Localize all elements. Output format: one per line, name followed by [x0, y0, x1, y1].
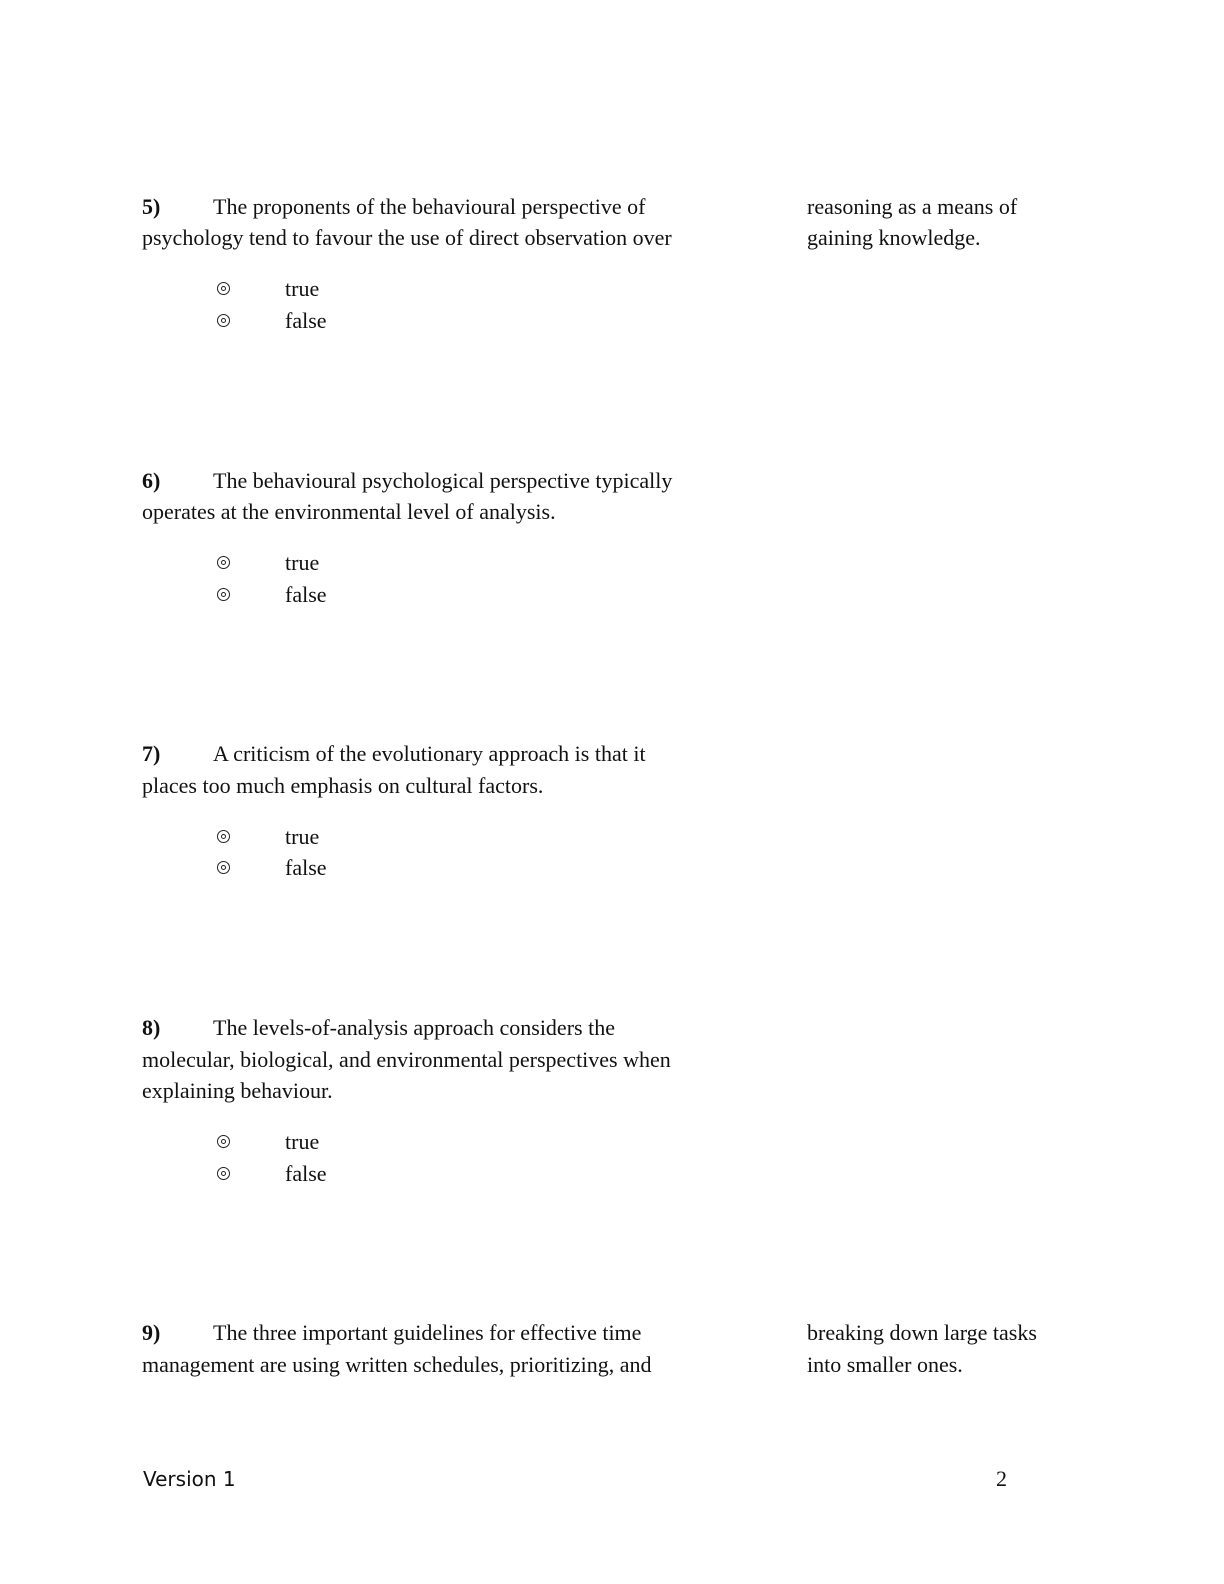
question-number: 7) — [142, 741, 161, 766]
option-false-label: false — [285, 855, 327, 880]
radio-true[interactable] — [217, 556, 230, 569]
question-text-line: molecular, biological, and environmental perspectives when — [142, 1047, 671, 1072]
question-number: 6) — [142, 468, 161, 493]
question-continuation-line: breaking down large tasks — [807, 1320, 1037, 1345]
radio-false[interactable] — [217, 588, 230, 601]
radio-false[interactable] — [217, 861, 230, 874]
radio-true[interactable] — [217, 282, 230, 295]
question-text-line: explaining behaviour. — [142, 1078, 333, 1103]
question-text-line: management are using written schedules, prioritizing, and — [142, 1352, 652, 1377]
radio-false[interactable] — [217, 1167, 230, 1180]
page-number: 2 — [996, 1466, 1007, 1491]
question-text-line: A criticism of the evolutionary approach is that it — [213, 741, 646, 766]
question-number: 8) — [142, 1015, 161, 1040]
question-text-line: psychology tend to favour the use of direct observation over — [142, 225, 672, 250]
question-number: 5) — [142, 194, 161, 219]
option-true-label: true — [285, 1129, 320, 1154]
radio-false[interactable] — [217, 314, 230, 327]
option-true-label: true — [285, 276, 320, 301]
radio-true[interactable] — [217, 1135, 230, 1148]
question-number: 9) — [142, 1320, 161, 1345]
question-text-line: operates at the environmental level of analysis. — [142, 499, 556, 524]
option-true-label: true — [285, 550, 320, 575]
question-continuation-line: reasoning as a means of — [807, 194, 1018, 219]
question-text-line: The three important guidelines for effective time — [213, 1320, 642, 1345]
version-label: Version 1 — [143, 1467, 236, 1491]
radio-true[interactable] — [217, 830, 230, 843]
question-continuation-line: into smaller ones. — [807, 1352, 963, 1377]
question-continuation-line: gaining knowledge. — [807, 225, 981, 250]
question-text-line: The behavioural psychological perspective typically — [213, 468, 673, 493]
question-text-line: places too much emphasis on cultural factors. — [142, 773, 544, 798]
option-false-label: false — [285, 1161, 327, 1186]
question-text-line: The levels-of-analysis approach considers the — [213, 1015, 615, 1040]
option-false-label: false — [285, 308, 327, 333]
question-text-line: The proponents of the behavioural perspective of — [213, 194, 646, 219]
option-false-label: false — [285, 582, 327, 607]
option-true-label: true — [285, 824, 320, 849]
